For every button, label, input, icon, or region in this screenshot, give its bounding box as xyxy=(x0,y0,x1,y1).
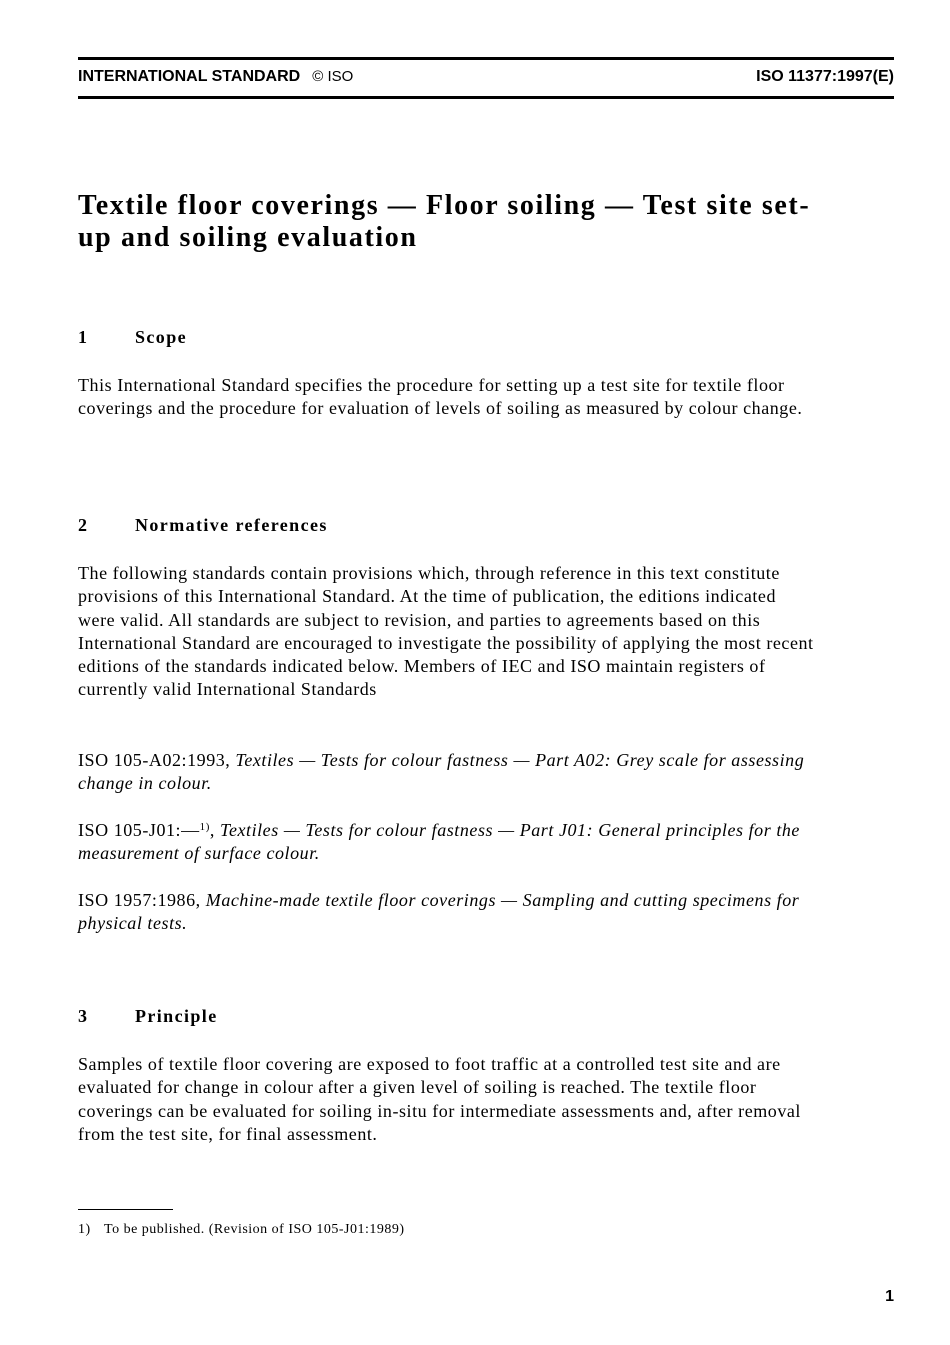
header-bottom-rule xyxy=(78,96,894,99)
normative-references-intro: The following standards contain provisions which, through reference in this text constitute provisions of this International Standard. At the time of publication, the editions indicated were valid. All standards are subject to revision, and parties to agreements based on this International Standard are encouraged to investigate the possibility of applying the most recent editions of the standards indicated below. Members of IEC and ISO maintain registers of currently valid International Standards xyxy=(78,563,814,700)
section-number: 1 xyxy=(78,327,89,347)
principle-paragraph: Samples of textile floor covering are exposed to foot traffic at a controlled test site and are evaluated for change in colour after a given level of soiling is reached. The textile floor coverings can be evaluated for soiling in-situ for intermediate assessments and, after removal from the test site, for final assessment. xyxy=(78,1054,801,1144)
copyright-notice: © ISO xyxy=(312,68,354,85)
section-heading-scope xyxy=(78,327,187,348)
section-number: 2 xyxy=(78,515,89,535)
scope-paragraph: This International Standard specifies the procedure for setting up a test site for textile floor coverings and the procedure for evaluation of levels of soiling as measured by colour change. xyxy=(78,375,803,419)
document-reference: ISO 11377:1997(E) xyxy=(756,68,894,85)
reference-id: ISO 105-A02:1993, xyxy=(78,750,231,770)
document-type: INTERNATIONAL STANDARD xyxy=(78,68,301,85)
section-title: Principle xyxy=(135,1006,218,1026)
footnote xyxy=(78,1222,405,1238)
reference-title: Machine-made textile floor coverings — Sampling and cutting specimens for physical tests. xyxy=(78,890,800,934)
reference-title: Textiles — Tests for colour fastness — Part A02: Grey scale for assessing change in colour. xyxy=(78,750,805,794)
reference-item xyxy=(78,889,818,936)
section-number: 3 xyxy=(78,1006,89,1026)
reference-item xyxy=(78,819,818,866)
reference-separator: , xyxy=(209,820,215,840)
reference-title: Textiles — Tests for colour fastness — Part J01: General principles for the measurement of surface colour. xyxy=(78,820,800,864)
section-heading-principle xyxy=(78,1006,218,1027)
reference-id: ISO 1957:1986, xyxy=(78,890,201,910)
document-title: Textile floor coverings — Floor soiling — Test site set-up and soiling evaluation xyxy=(78,190,811,253)
page-number: 1 xyxy=(885,1288,894,1305)
reference-item xyxy=(78,749,818,796)
header-left xyxy=(78,68,353,86)
footnote-text: To be published. (Revision of ISO 105-J01:1989) xyxy=(104,1222,405,1237)
reference-id: ISO 105-J01:— xyxy=(78,820,200,840)
section-title: Normative references xyxy=(135,515,328,535)
section-title: Scope xyxy=(135,327,187,347)
footnote-separator xyxy=(78,1209,173,1210)
footnote-mark: 1) xyxy=(78,1222,91,1237)
footnote-reference[interactable]: 1) xyxy=(199,821,210,833)
header-top-rule xyxy=(78,57,894,60)
section-heading-normative-references xyxy=(78,515,328,536)
